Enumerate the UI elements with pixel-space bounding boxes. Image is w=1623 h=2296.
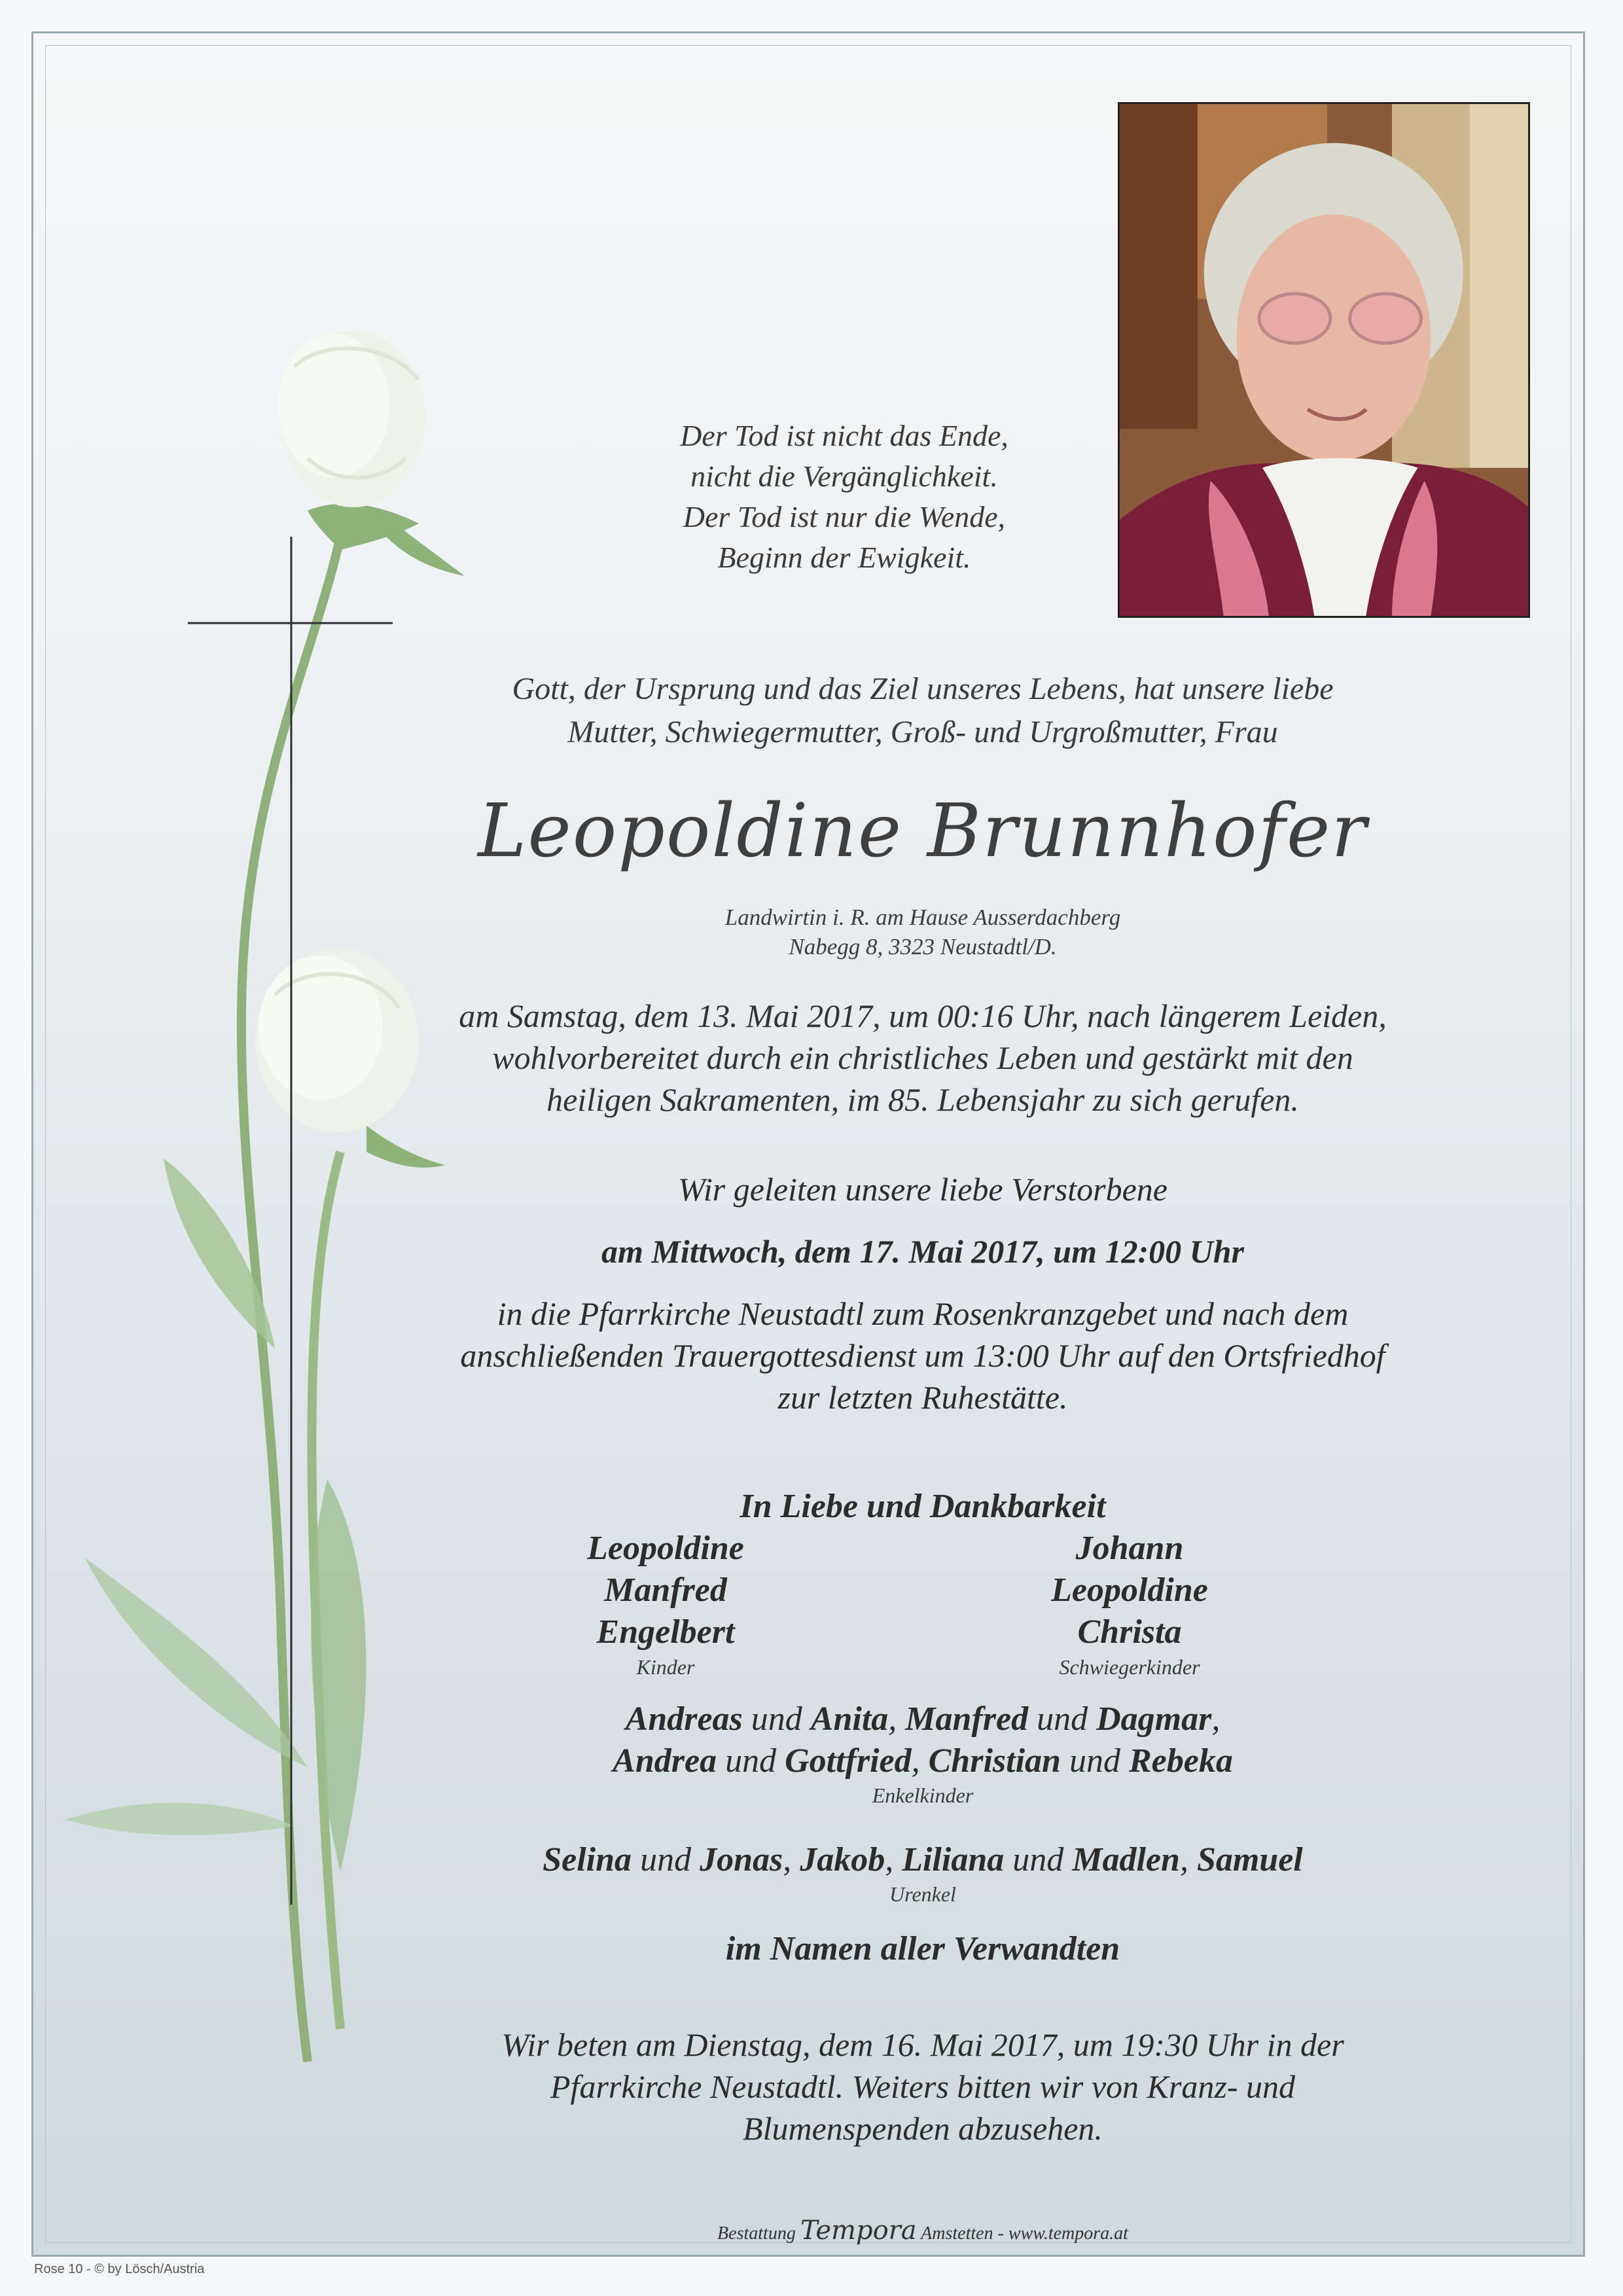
prayer-line: Wir beten am Dienstag, dem 16. Mai 2017, um 19:30 Uhr in der (501, 2026, 1344, 2063)
grandchild-name: Gottfried (785, 1742, 912, 1780)
connector: , (783, 1841, 800, 1878)
poem-line: Beginn der Ewigkeit. (717, 541, 971, 574)
connector: , (1211, 1700, 1221, 1738)
thanks-heading: In Liebe und Dankbarkeit (740, 1488, 1106, 1525)
child-name: Leopoldine (587, 1530, 744, 1567)
prayer-line: Blumenspenden abzusehen. (743, 2110, 1103, 2147)
great-grandchild-name: Samuel (1196, 1841, 1303, 1878)
grandchild-name: Andrea (613, 1742, 717, 1780)
death-line: am Samstag, dem 13. Mai 2017, um 00:16 Uhr, nach längerem Leiden, (459, 997, 1387, 1034)
intro-text (366, 668, 1479, 754)
funeral-line: in die Pfarrkirche Neustadtl zum Rosenkranzgebet und nach dem (497, 1295, 1349, 1332)
great-grandchild-name: Jonas (700, 1841, 783, 1878)
prayer-line: Pfarrkirche Neustadtl. Weiters bitten wir von Kranz- und (550, 2068, 1295, 2105)
grandchild-name: Manfred (905, 1700, 1029, 1738)
footer-credit (366, 2215, 1479, 2246)
in-law-name: Johann (1075, 1530, 1184, 1567)
great-grandchild-name: Selina (543, 1841, 632, 1878)
child-name: Engelbert (596, 1613, 735, 1651)
death-line: wohlvorbereitet durch ein christliches Leben und gestärkt mit den (492, 1039, 1353, 1076)
connector: , (1179, 1841, 1197, 1878)
address: Nabegg 8, 3323 Neustadtl/D. (789, 934, 1057, 960)
grandchild-name: Rebeka (1128, 1742, 1233, 1780)
intro-line: Mutter, Schwiegermutter, Groß- und Urgroßmutter, Frau (567, 715, 1278, 749)
great-grandchildren-line (366, 1839, 1479, 1881)
all-relatives: im Namen aller Verwandten (725, 1930, 1120, 1967)
connector: und (1028, 1700, 1097, 1738)
poem-line: Der Tod ist nicht das Ende, (680, 419, 1008, 452)
great-grandchildren-label: Urenkel (889, 1882, 956, 1906)
accompany-text: Wir geleiten unsere liebe Verstorbene (678, 1171, 1168, 1208)
connector: und (1004, 1841, 1073, 1878)
connector: , (888, 1700, 906, 1738)
great-grandchildren (366, 1839, 1479, 1907)
funeral-line: anschließenden Trauergottesdienst um 13:00 Uhr auf den Ortsfriedhof (460, 1337, 1385, 1374)
portrait-photo (1118, 102, 1530, 618)
great-grandchild-name: Liliana (902, 1841, 1005, 1878)
grandchildren-line (366, 1698, 1479, 1740)
deceased-name: Leopoldine Brunnhofer (478, 789, 1368, 874)
grandchild-name: Christian (928, 1742, 1061, 1780)
occupation: Landwirtin i. R. am Hause Ausserdachberg (724, 905, 1121, 930)
poem-line: Der Tod ist nur die Wende, (683, 500, 1006, 533)
funeral-date: am Mittwoch, dem 17. Mai 2017, um 12:00 Uhr (601, 1233, 1245, 1270)
connector: , (885, 1841, 902, 1878)
grandchild-name: Anita (810, 1700, 889, 1738)
great-grandchild-name: Madlen (1072, 1841, 1180, 1878)
connector: , (911, 1742, 929, 1780)
grandchild-name: Andreas (625, 1700, 743, 1738)
children-label: Kinder (636, 1655, 695, 1679)
footer-suffix: Amstetten - www.tempora.at (921, 2223, 1128, 2244)
connector: und (717, 1742, 785, 1780)
great-grandchild-name: Jakob (800, 1841, 885, 1878)
in-law-name: Christa (1077, 1613, 1182, 1651)
in-laws-label: Schwiegerkinder (1059, 1655, 1200, 1679)
copyright-note: Rose 10 - © by Lösch/Austria (34, 2262, 205, 2276)
children-column (469, 1528, 862, 1681)
connector: und (742, 1700, 811, 1738)
prayer-notice (366, 2024, 1479, 2149)
poem (582, 416, 1106, 578)
death-line: heiligen Sakramenten, im 85. Lebensjahr zu sich gerufen. (546, 1081, 1299, 1118)
funeral-home-logo: Tempora (800, 2215, 917, 2246)
connector: und (1060, 1742, 1129, 1780)
footer-prefix: Bestattung (717, 2223, 796, 2244)
funeral-line: zur letzten Ruhestätte. (777, 1379, 1068, 1416)
intro-line: Gott, der Ursprung und das Ziel unseres Lebens, hat unsere liebe (512, 672, 1334, 706)
in-laws-column (933, 1528, 1326, 1681)
funeral-details (366, 1293, 1479, 1418)
grandchildren (366, 1698, 1479, 1808)
grandchild-name: Dagmar (1096, 1700, 1212, 1738)
grandchildren-label: Enkelkinder (872, 1784, 974, 1807)
grandchildren-line (366, 1740, 1479, 1782)
connector: und (632, 1841, 700, 1878)
death-notice (366, 995, 1479, 1121)
poem-line: nicht die Vergänglichkeit. (690, 459, 998, 493)
child-name: Manfred (604, 1571, 727, 1609)
in-law-name: Leopoldine (1051, 1571, 1208, 1609)
